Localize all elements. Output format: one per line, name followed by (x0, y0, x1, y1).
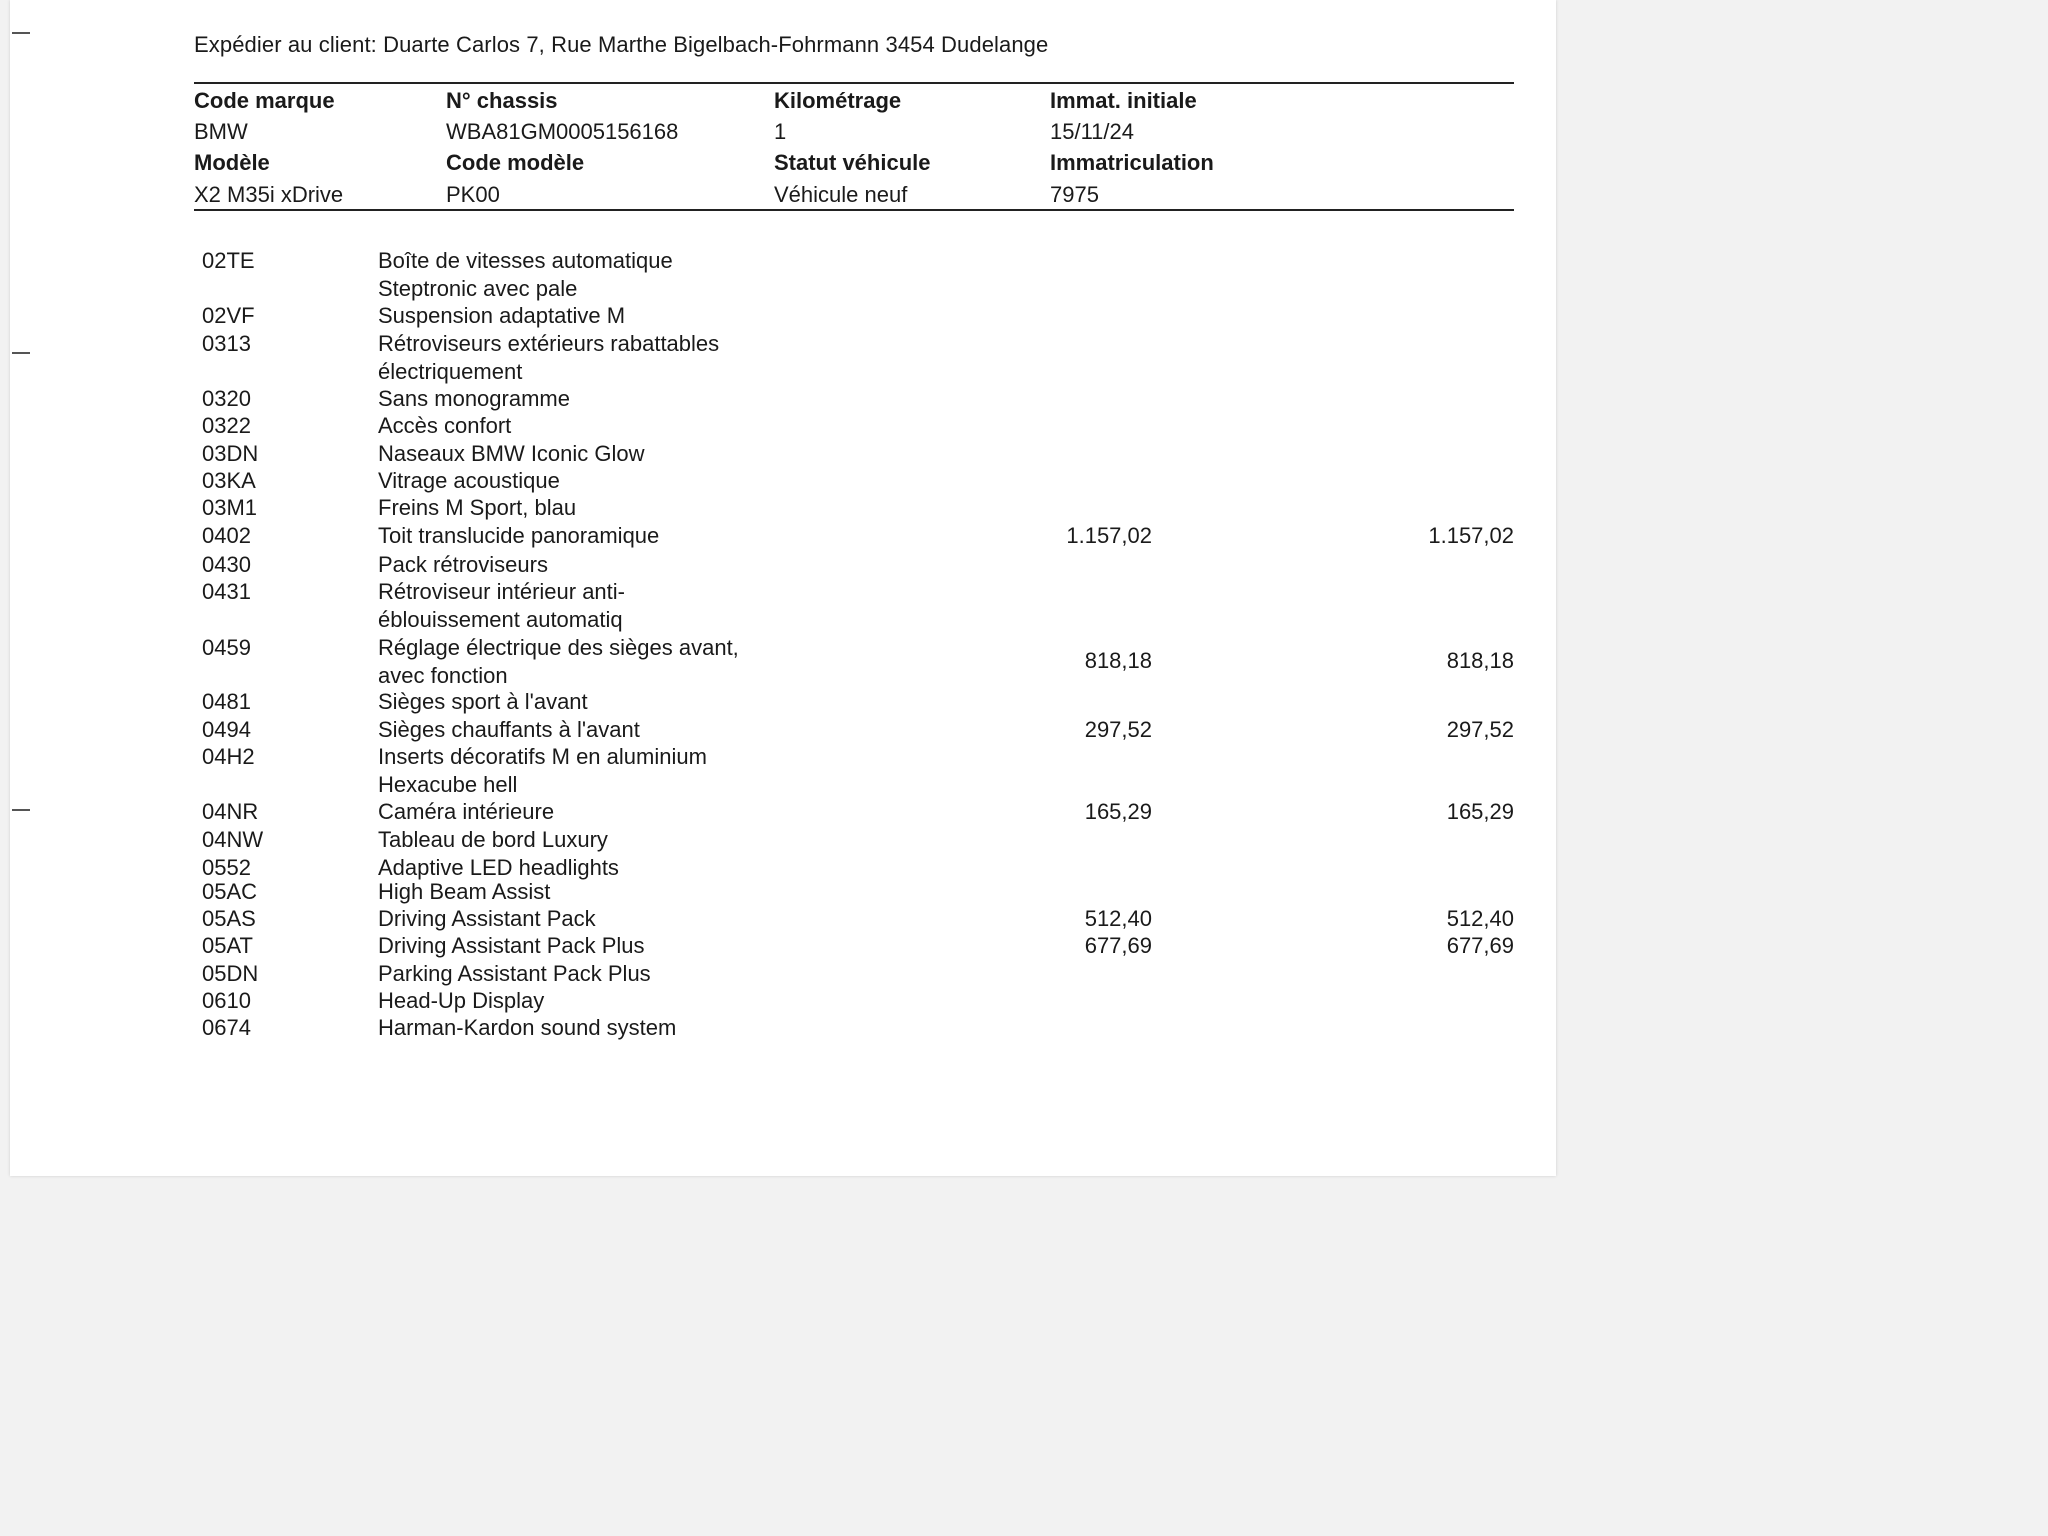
option-description: avec fonction (378, 662, 508, 688)
option-total: 165,29 (1446, 799, 1514, 824)
margin-tick (12, 32, 30, 34)
option-total: 1.157,02 (1428, 523, 1514, 548)
option-code: 02VF (202, 303, 255, 328)
option-total: 818,18 (1446, 648, 1514, 673)
option-description: Sans monogramme (378, 386, 570, 411)
model-code-value: PK00 (446, 182, 500, 207)
option-price: 512,40 (1084, 906, 1152, 931)
option-price: 1.157,02 (1066, 523, 1152, 548)
option-price: 818,18 (1084, 648, 1152, 673)
option-description: Head-Up Display (378, 988, 545, 1013)
option-description: Steptronic avec pale (378, 275, 578, 301)
option-description: Rétroviseur intérieur anti- (378, 579, 625, 604)
chassis-value: WBA81GM0005156168 (446, 119, 679, 144)
option-description: Toit translucide panoramique (378, 523, 660, 548)
option-code: 05DN (202, 961, 259, 986)
option-price: 677,69 (1084, 933, 1152, 958)
option-description: Caméra intérieure (378, 799, 555, 824)
option-code: 0459 (202, 635, 251, 660)
option-code: 04H2 (202, 744, 255, 769)
option-code: 0494 (202, 717, 251, 742)
option-description: Pack rétroviseurs (378, 552, 548, 577)
status-label: Statut véhicule (774, 150, 931, 175)
option-code: 0313 (202, 331, 251, 356)
option-price: 165,29 (1084, 799, 1152, 824)
option-description: Vitrage acoustique (378, 468, 560, 493)
option-code: 0430 (202, 552, 251, 577)
option-description: Naseaux BMW Iconic Glow (378, 441, 645, 466)
option-code: 05AT (202, 933, 253, 958)
option-description: Sièges sport à l'avant (378, 689, 588, 714)
option-description: Adaptive LED headlights (378, 855, 619, 880)
option-description: High Beam Assist (378, 879, 551, 904)
option-code: 0610 (202, 988, 251, 1013)
option-total: 297,52 (1446, 717, 1514, 742)
option-code: 05AS (202, 906, 256, 931)
option-description: Réglage électrique des sièges avant, (378, 635, 739, 660)
option-description: Inserts décoratifs M en aluminium (378, 744, 707, 769)
option-code: 0320 (202, 386, 251, 411)
option-code: 03DN (202, 441, 259, 466)
option-description: électriquement (378, 358, 523, 384)
option-code: 02TE (202, 248, 255, 273)
model-code-label: Code modèle (446, 150, 585, 175)
option-description: Sièges chauffants à l'avant (378, 717, 640, 742)
option-code: 0431 (202, 579, 251, 604)
option-total: 512,40 (1446, 906, 1514, 931)
mileage-value: 1 (774, 119, 787, 144)
option-price: 297,52 (1084, 717, 1152, 742)
option-code: 0402 (202, 523, 251, 548)
first-registration-label: Immat. initiale (1050, 88, 1197, 113)
brand-code-label: Code marque (194, 88, 335, 113)
option-description: éblouissement automatiq (378, 606, 623, 632)
option-description: Rétroviseurs extérieurs rabattables (378, 331, 720, 356)
margin-tick (12, 809, 30, 811)
header-top-rule (194, 82, 1514, 84)
option-code: 03M1 (202, 495, 258, 520)
chassis-label: N° chassis (446, 88, 558, 113)
model-value: X2 M35i xDrive (194, 182, 344, 207)
option-code: 0674 (202, 1015, 251, 1040)
brand-code-value: BMW (194, 119, 248, 144)
option-code: 03KA (202, 468, 256, 493)
option-description: Tableau de bord Luxury (378, 827, 608, 852)
option-description: Freins M Sport, blau (378, 495, 577, 520)
option-code: 04NR (202, 799, 259, 824)
status-value: Véhicule neuf (774, 182, 908, 207)
first-registration-value: 15/11/24 (1050, 119, 1135, 144)
option-total: 677,69 (1446, 933, 1514, 958)
mileage-label: Kilométrage (774, 88, 902, 113)
option-description: Boîte de vitesses automatique (378, 248, 673, 273)
registration-value: 7975 (1050, 182, 1099, 207)
option-code: 05AC (202, 879, 258, 904)
option-code: 04NW (202, 827, 264, 852)
option-description: Harman-Kardon sound system (378, 1015, 677, 1040)
option-code: 0481 (202, 689, 251, 714)
option-description: Driving Assistant Pack (378, 906, 596, 931)
option-code: 0322 (202, 413, 251, 438)
model-label: Modèle (194, 150, 270, 175)
option-code: 0552 (202, 855, 251, 880)
ship-to-line: Expédier au client: Duarte Carlos 7, Rue Marthe Bigelbach-Fohrmann 3454 Dudelange (194, 32, 1049, 57)
header-bottom-rule (194, 209, 1514, 211)
registration-label: Immatriculation (1050, 150, 1214, 175)
margin-tick (12, 352, 30, 354)
option-description: Hexacube hell (378, 771, 518, 797)
option-description: Suspension adaptative M (378, 303, 626, 328)
option-description: Driving Assistant Pack Plus (378, 933, 645, 958)
option-description: Accès confort (378, 413, 512, 438)
option-description: Parking Assistant Pack Plus (378, 961, 651, 986)
